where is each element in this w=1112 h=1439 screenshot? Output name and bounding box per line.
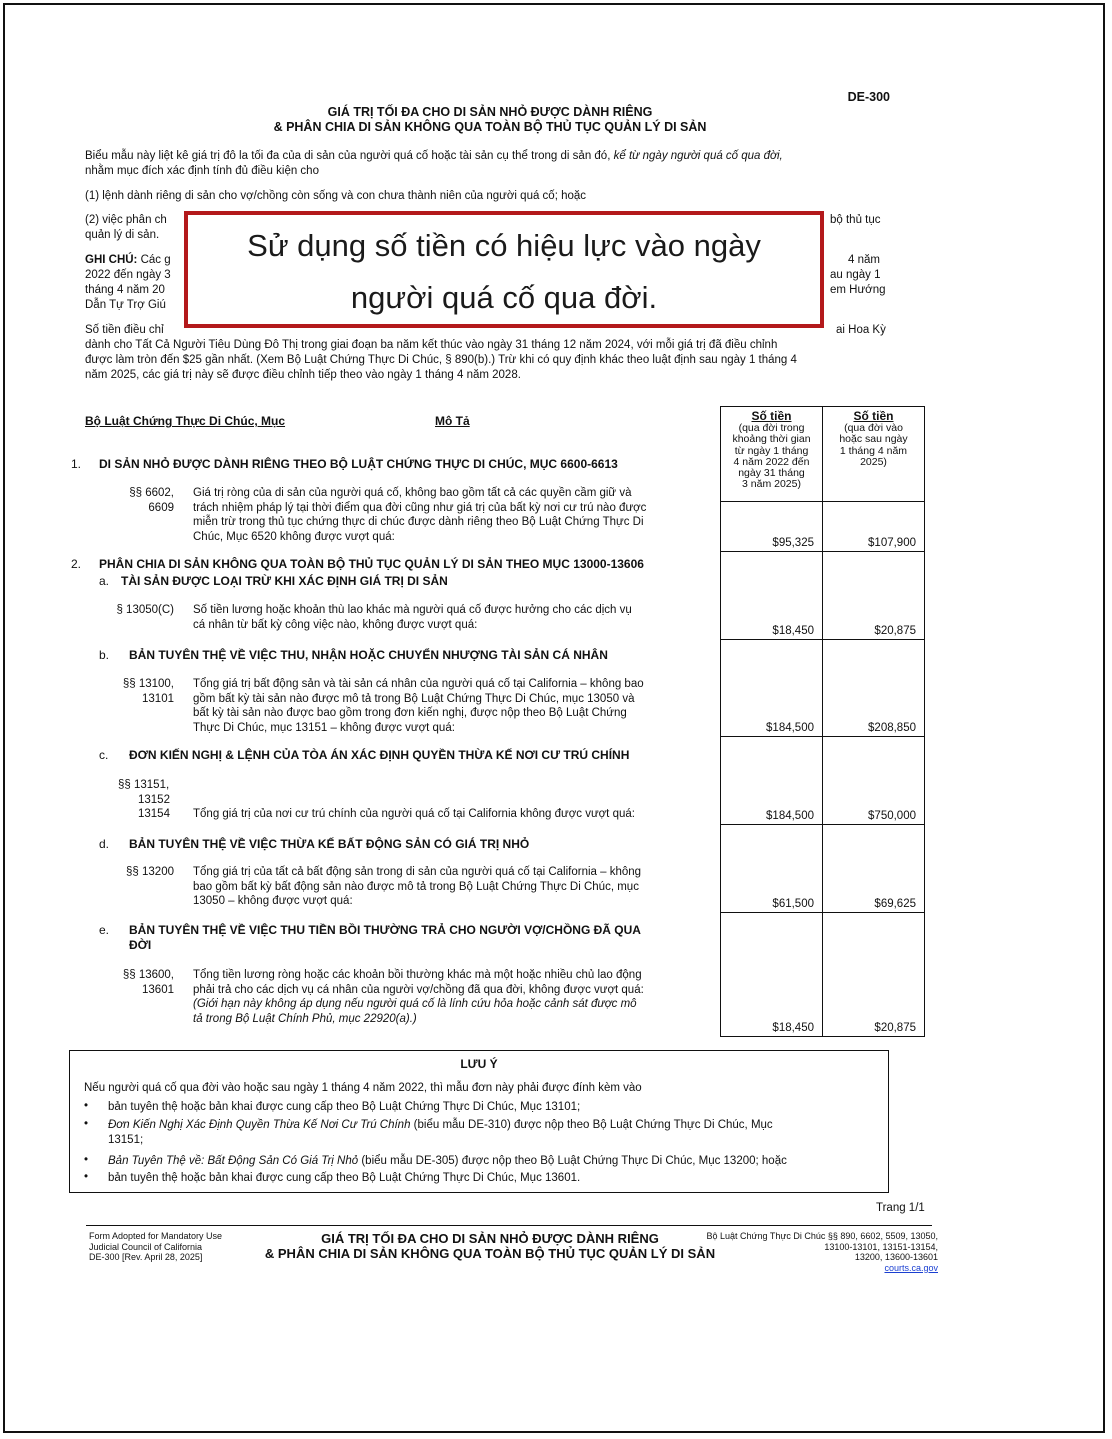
section2d-heading: BẢN TUYÊN THỆ VỀ VIỆC THỪA KẾ BẤT ĐỘNG SẢN CÓ GIÁ TRỊ NHỎ	[129, 837, 530, 851]
section1-heading: DI SẢN NHỎ ĐƯỢC DÀNH RIÊNG THEO BỘ LUẬT CHỨNG THỰC DI CHÚC, MỤC 6600-6613	[99, 457, 618, 471]
callout-box	[184, 211, 824, 328]
callout-line2: người quá cố qua đời.	[350, 280, 658, 315]
section2a-heading: TÀI SẢN ĐƯỢC LOẠI TRỪ KHI XÁC ĐỊNH GIÁ TRỊ DI SẢN	[121, 574, 448, 588]
notice-intro: Nếu người quá cố qua đời vào hoặc sau ngày 1 tháng 4 năm 2022, thì mẫu đơn này phải được đính kèm vào	[84, 1082, 642, 1094]
footer-title: GIÁ TRỊ TỐI ĐA CHO DI SẢN NHỎ ĐƯỢC DÀNH RIÊNG & PHÂN CHIA DI SẢN KHÔNG QUA TOÀN BỘ THỦ TỤC QUẢN LÝ DI SẢN	[264, 1231, 716, 1261]
amount1-header: Số tiền (qua đời trong khoảng thời gian từ ngày 1 tháng 4 năm 2022 đến ngày 31 tháng 3 năm 2025)	[732, 409, 811, 491]
notice-bullet-1: •	[84, 1100, 89, 1112]
section2-number: 2.	[71, 557, 82, 571]
row2b-line	[720, 736, 925, 737]
section2a-amount2: $20,875	[874, 625, 916, 637]
row2a-line	[720, 639, 925, 640]
page-title-line1: GIÁ TRỊ TỐI ĐA CHO DI SẢN NHỎ ĐƯỢC DÀNH RIÊNG	[327, 105, 653, 119]
adjust-left: Số tiền điều chỉ	[85, 324, 164, 336]
section1-number: 1.	[71, 457, 82, 471]
header-bottom-line	[720, 501, 925, 502]
section2a-letter: a.	[99, 574, 110, 588]
section2b-letter: b.	[99, 648, 110, 662]
row1-line	[720, 551, 925, 552]
section2b-heading: BẢN TUYÊN THỆ VỀ VIỆC THU, NHẬN HOẶC CHUYỂN NHƯỢNG TÀI SẢN CÁ NHÂN	[129, 648, 608, 662]
note-right3: em Hướng	[830, 284, 886, 296]
section2c-heading: ĐƠN KIẾN NGHỊ & LỆNH CỦA TÒA ÁN XÁC ĐỊNH QUYỀN THỪA KẾ NƠI CƯ TRÚ CHÍNH	[129, 748, 630, 762]
section2c-amount2: $750,000	[868, 810, 916, 822]
row2c-line	[720, 824, 925, 825]
courts-link[interactable]: courts.ca.gov	[884, 1262, 938, 1273]
section2e-letter: e.	[99, 923, 110, 937]
section2d-amount2: $69,625	[874, 898, 916, 910]
section2a-code: § 13050(C)	[116, 604, 174, 616]
notice-item-3: Bản Tuyên Thệ về: Bất Động Sản Có Giá Trị Nhỏ (biểu mẫu DE-305) được nộp theo Bộ Luật Chứng Thực Di Chúc, Mục 13200; hoặc	[108, 1155, 787, 1167]
note-left3: tháng 4 năm 20	[85, 284, 165, 296]
callout-line1: Sử dụng số tiền có hiệu lực vào ngày	[247, 228, 761, 263]
notice-bullet-4: •	[84, 1171, 89, 1183]
intro-paragraph-1: Biểu mẫu này liệt kê giá trị đô la tối đa của di sản của người quá cố hoặc tài sản cụ thể trong di sản đó, kể từ ngày người quá cố qua đời, nhằm mục đích xác định tính đủ điều kiện cho	[85, 150, 783, 177]
adjust-right: ai Hoa Kỳ	[836, 324, 886, 336]
page-title-line2: & PHÂN CHIA DI SẢN KHÔNG QUA TOÀN BỘ THỦ TỤC QUẢN LÝ DI SẢN	[273, 120, 707, 134]
section1-description: Giá trị ròng của di sản của người quá cố, không bao gồm tất cả các quyền cầm giữ và trách nhiệm pháp lý tại thời điểm qua đời cũng như giá trị của bất kỳ nơi cư trú nào được miễn trừ trong thủ tục chứng thực di chúc được dành riêng theo Bộ Luật Chứng Thực Di Chúc, Mục 6520 không được vượt quá:	[193, 487, 647, 543]
intro-paragraph-2: (1) lệnh dành riêng di sản cho vợ/chồng còn sống và con chưa thành niên của người quá cố; hoặc	[85, 190, 587, 202]
row2d-line	[720, 912, 925, 913]
notice-bullet-2: •	[84, 1118, 89, 1130]
footer-rule	[86, 1225, 932, 1226]
section2d-code: §§ 13200	[126, 866, 174, 878]
section2e-amount2: $20,875	[874, 1022, 916, 1034]
section2d-description: Tổng giá trị của tất cả bất động sản trong di sản của người quá cố tại California – không bao gồm bất kỳ bất động sản nào được mô tả trong Bộ Luật Chứng Thực Di Chúc, mục 13050 – không được vượt quá:	[193, 866, 642, 908]
description-column-header: Mô Tả	[435, 414, 470, 428]
form-id: DE-300	[847, 90, 890, 104]
section2b-code: §§ 13100, 13101	[122, 678, 174, 705]
section2d-amount1: $61,500	[772, 898, 814, 910]
section2a-amount1: $18,450	[772, 625, 814, 637]
section1-amount1: $95,325	[772, 537, 814, 549]
section2e-heading: BẢN TUYÊN THỆ VỀ VIỆC THU TIỀN BỒI THƯỜNG TRẢ CHO NGƯỜI VỢ/CHỒNG ĐÃ QUA ĐỜI	[129, 923, 641, 952]
section2a-description: Số tiền lương hoặc khoản thù lao khác mà người quá cố được hưởng cho các dịch vụ cá nhân từ bất kỳ công việc nào, không được vượt quá:	[193, 604, 632, 631]
section2c-description: Tổng giá trị của nơi cư trú chính của người quá cố tại California không được vượt quá:	[193, 808, 635, 820]
section2b-amount1: $184,500	[766, 722, 814, 734]
adjust-line2: dành cho Tất Cả Người Tiêu Dùng Đô Thị trong giai đoạn ba năm kết thúc vào ngày 31 tháng 12 năm 2024, với mỗi giá trị đã điều chỉnh	[85, 339, 778, 351]
note-left1: GHI CHÚ: Các g	[85, 254, 171, 266]
section1-amount2: $107,900	[868, 537, 916, 549]
section2c-code: §§ 13151, 13152 13154	[118, 779, 170, 821]
adjust-line4: năm 2025, các giá trị này sẽ được điều chỉnh tiếp theo vào ngày 1 tháng 4 năm 2028.	[85, 369, 521, 381]
notice-item-4: bản tuyên thệ hoặc bản khai được cung cấp theo Bộ Luật Chứng Thực Di Chúc, Mục 13601.	[108, 1172, 581, 1184]
note-right2: au ngày 1	[830, 269, 881, 281]
section2-heading: PHÂN CHIA DI SẢN KHÔNG QUA TOÀN BỘ THỦ TỤC QUẢN LÝ DI SẢN THEO MỤC 13000-13606	[99, 557, 644, 571]
section2b-amount2: $208,850	[868, 722, 916, 734]
section2d-letter: d.	[99, 837, 110, 851]
notice-item-2: Đơn Kiến Nghị Xác Định Quyền Thừa Kế Nơi Cư Trú Chính (biểu mẫu DE-310) được nộp theo Bộ Luật Chứng Thực Di Chúc, Mục 13151;	[108, 1119, 773, 1146]
section1-code: §§ 6602, 6609	[129, 487, 174, 514]
notice-item-1: bản tuyên thệ hoặc bản khai được cung cấp theo Bộ Luật Chứng Thực Di Chúc, Mục 13101;	[108, 1101, 581, 1113]
col-top-line	[720, 406, 925, 407]
code-column-header: Bộ Luật Chứng Thực Di Chúc, Mục	[85, 414, 286, 428]
section2e-amount1: $18,450	[772, 1022, 814, 1034]
section2e-code: §§ 13600, 13601	[122, 969, 174, 996]
section2b-description: Tổng giá trị bất động sản và tài sản cá nhân của người quá cố tại California – không bao gồm bất kỳ tài sản nào được mô tả trong Bộ Luật Chứng Thực Di Chúc, mục 13050 và bất kỳ tài sản nào được bao gồm trong đơn kiến nghị, được nộp theo Bộ Luật Chứng Thực Di Chúc, mục 13151 – không được vượt quá:	[193, 678, 644, 734]
page-number: Trang 1/1	[876, 1202, 925, 1214]
row2e-line	[720, 1036, 925, 1037]
intro-p3-left1: (2) việc phân ch	[85, 214, 167, 226]
section2e-description: Tổng tiền lương ròng hoặc các khoản bồi thường khác mà một hoặc nhiều chủ lao động phải trả cho các dịch vụ cá nhân của người vợ/chồng đã qua đời, không được vượt quá: (Giới hạn này không áp dụng nếu người quá cố là lính cứu hỏa hoặc cảnh sát được mô tả trong Bộ Luật Chính Phủ, mục 22920(a).)	[193, 969, 644, 1025]
note-left4: Dẫn Tự Trợ Giú	[85, 299, 166, 311]
section2c-letter: c.	[99, 748, 109, 762]
adjust-line3: được làm tròn đến $25 gần nhất. (Xem Bộ Luật Chứng Thực Di Chúc, § 890(b).) Trừ khi có quy định khác theo luật định sau ngày 1 tháng 4	[85, 354, 797, 366]
note-left2: 2022 đến ngày 3	[85, 269, 171, 281]
notice-bullet-3: •	[84, 1154, 89, 1166]
footer-right: Bộ Luật Chứng Thực Di Chúc §§ 890, 6602, 5509, 13050, 13100-13101, 13151-13154, 13200, 13600-13601 courts.ca.gov	[706, 1231, 938, 1273]
amount2-header: Số tiền (qua đời vào hoặc sau ngày 1 tháng 4 năm 2025)	[839, 409, 908, 468]
note-right1: 4 năm	[848, 254, 880, 266]
notice-title: LƯU Ý	[460, 1057, 498, 1071]
section2c-amount1: $184,500	[766, 810, 814, 822]
intro-p3-right1: bộ thủ tục	[830, 214, 881, 226]
footer-left: Form Adopted for Mandatory Use Judicial Council of California DE-300 [Rev. April 28, 2025]	[89, 1231, 223, 1262]
intro-p3-left2: quản lý di sản.	[85, 229, 160, 241]
